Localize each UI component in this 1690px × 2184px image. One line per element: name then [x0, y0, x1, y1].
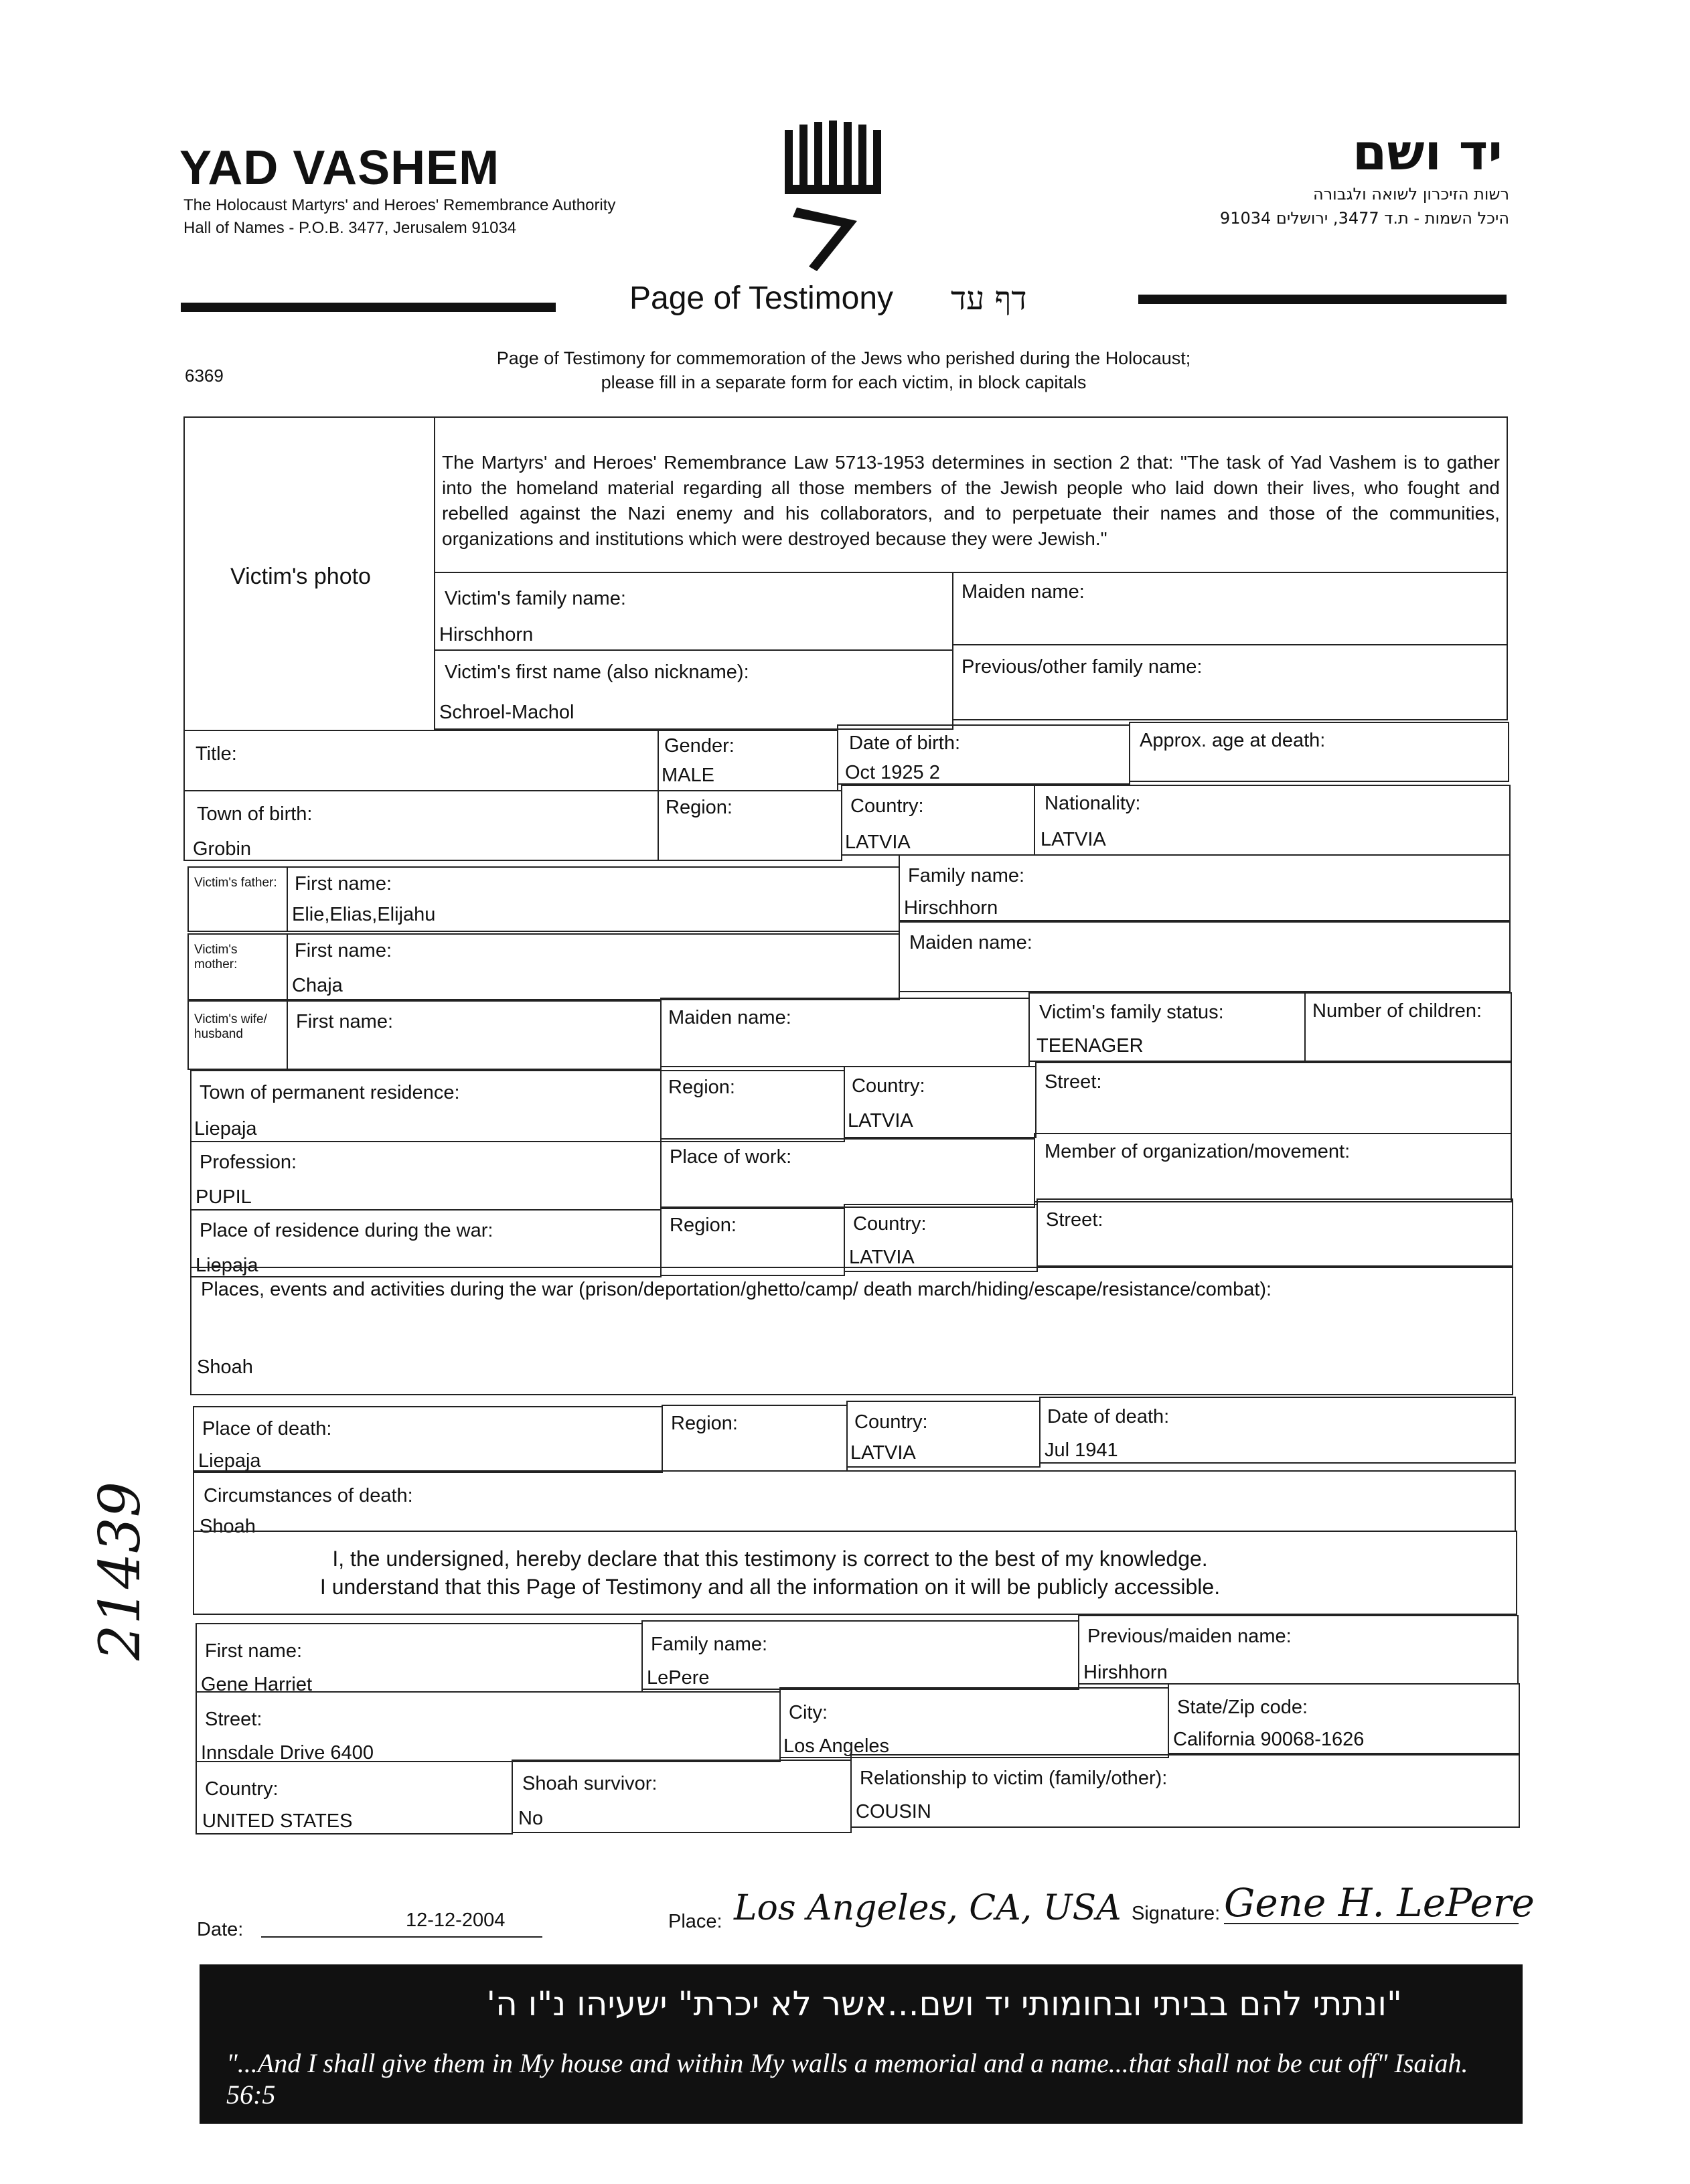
org-subtitle: The Holocaust Martyrs' and Heroes' Remembrance Authority: [183, 196, 616, 214]
submitter-first-name: Gene Harriet: [201, 1674, 313, 1695]
submitter-country-label: Country:: [205, 1778, 279, 1800]
intro-line-2: please fill in a separate form for each victim, in block capitals: [601, 372, 1087, 392]
war-events-value: Shoah: [197, 1356, 253, 1378]
mother-maiden-name-label: Maiden name:: [909, 932, 1032, 953]
death-country-label: Country:: [854, 1411, 928, 1433]
residence-town-cell: [190, 1070, 662, 1142]
family-status-label: Victim's family status:: [1039, 1002, 1224, 1023]
footer-hebrew-quote: "ונתתי להם בביתי ובחומותי יד ושם...אשר לא יכרת" ישעיהו נ"ו ה': [486, 1984, 1402, 2023]
circumstances-label: Circumstances of death:: [204, 1485, 413, 1506]
residence-country-label: Country:: [852, 1075, 925, 1097]
date-value: 12-12-2004: [406, 1909, 506, 1931]
left-rule: [181, 303, 556, 312]
menorah-logo-icon: [777, 121, 891, 275]
shoah-survivor-value: No: [518, 1808, 544, 1829]
date-of-birth-label: Date of birth:: [849, 732, 961, 754]
children-label: Number of children:: [1312, 1000, 1482, 1022]
residence-town-label: Town of permanent residence:: [200, 1082, 460, 1103]
maiden-name-label: Maiden name:: [962, 581, 1085, 603]
heb-org-title: יד ושם: [1352, 124, 1503, 181]
relationship-value: COUSIN: [856, 1801, 931, 1822]
footer-english-quote: "...And I shall give them in My house and within My walls a memorial and a name...that shall not be cut off" Isaiah. 56:5: [226, 2048, 1468, 2110]
relationship-label: Relationship to victim (family/other):: [860, 1768, 1168, 1789]
age-at-death-label: Approx. age at death:: [1140, 730, 1326, 751]
declaration-line-1: I, the undersigned, hereby declare that this testimony is correct to the best of my knowledge.: [332, 1547, 1208, 1571]
submitter-previous-name-label: Previous/maiden name:: [1087, 1626, 1292, 1647]
war-street-label: Street:: [1046, 1209, 1103, 1231]
family-status-value: TEENAGER: [1036, 1035, 1144, 1057]
birth-region-label: Region:: [666, 797, 733, 818]
profession-value: PUPIL: [196, 1186, 252, 1208]
heb-org-subtitle: רשות הזיכרון לשואה ולגבורה: [1312, 185, 1509, 204]
victim-family-name: Hirschhorn: [439, 624, 534, 645]
page-title: Page of Testimony: [629, 281, 894, 316]
place-of-death-value: Liepaja: [198, 1450, 261, 1472]
residence-region-label: Region:: [668, 1077, 735, 1098]
previous-family-name-label: Previous/other family name:: [962, 656, 1203, 678]
victim-family-name-label: Victim's family name:: [445, 588, 626, 609]
spouse-side-label: Victim's wife/ husband: [194, 1012, 267, 1041]
victim-photo-label: Victim's photo: [230, 564, 371, 589]
mother-first-name: Chaja: [292, 975, 343, 996]
submitter-street-label: Street:: [205, 1709, 262, 1730]
victim-first-name: Schroel-Machol: [439, 702, 574, 723]
place-of-death-label: Place of death:: [202, 1418, 332, 1439]
signature-label: Signature:: [1132, 1903, 1221, 1924]
town-of-birth-cell: [183, 790, 659, 861]
date-of-death-value: Jul 1941: [1045, 1439, 1118, 1461]
org-address: Hall of Names - P.O.B. 3477, Jerusalem 91034: [183, 219, 517, 237]
date-of-death-label: Date of death:: [1047, 1406, 1170, 1427]
margin-archive-number: 21439: [87, 1481, 153, 1660]
war-residence-value: Liepaja: [196, 1255, 258, 1276]
date-label: Date:: [197, 1919, 244, 1940]
declaration-line-2: I understand that this Page of Testimony and all the information on it will be publicly accessible.: [319, 1575, 1221, 1599]
gender-value: MALE: [662, 765, 714, 786]
death-country-value: LATVIA: [850, 1442, 916, 1464]
death-region-label: Region:: [671, 1413, 738, 1434]
submitter-first-name-label: First name:: [205, 1640, 303, 1662]
signature-handwritten: Gene H. LePere: [1224, 1880, 1535, 1926]
father-first-name: Elie,Elias,Elijahu: [292, 904, 436, 925]
war-residence-label: Place of residence during the war:: [200, 1220, 493, 1241]
date-of-birth-value: Oct 1925 2: [845, 762, 940, 783]
submitter-street: Innsdale Drive 6400: [201, 1742, 374, 1764]
footer-quote-banner: [200, 1964, 1523, 2124]
date-line: [261, 1936, 542, 1938]
submitter-city: Los Angeles: [783, 1735, 890, 1757]
birth-country-value: LATVIA: [845, 832, 911, 853]
residence-street-label: Street:: [1045, 1071, 1102, 1093]
place-of-work-label: Place of work:: [670, 1146, 792, 1168]
victim-first-name-label: Victim's first name (also nickname):: [445, 661, 749, 683]
place-label: Place:: [668, 1911, 722, 1932]
nationality-value: LATVIA: [1041, 829, 1106, 850]
gender-label: Gender:: [664, 735, 735, 757]
submitter-family-name: LePere: [647, 1667, 710, 1689]
page-title-hebrew: דף עד: [951, 280, 1027, 317]
document-number: 6369: [185, 366, 224, 386]
war-street-cell: [1036, 1198, 1513, 1267]
submitter-state-label: State/Zip code:: [1177, 1697, 1308, 1718]
mother-first-name-label: First name:: [295, 940, 392, 961]
organization-label: Member of organization/movement:: [1045, 1141, 1351, 1162]
father-side-label: Victim's father:: [194, 876, 277, 890]
spouse-maiden-name-label: Maiden name:: [668, 1007, 791, 1028]
spouse-first-name-label: First name:: [296, 1011, 394, 1032]
shoah-survivor-cell: [512, 1760, 852, 1833]
war-region-label: Region:: [670, 1215, 737, 1236]
birth-country-label: Country:: [850, 795, 924, 817]
residence-street-cell: [1035, 1062, 1512, 1134]
war-events-label: Places, events and activities during the war (prison/deportation/ghetto/camp/ death march/hiding/escape/resistance/combat):: [201, 1279, 1272, 1300]
submitter-city-label: City:: [789, 1702, 828, 1723]
submitter-country: UNITED STATES: [202, 1810, 353, 1832]
submitter-previous-name: Hirshhorn: [1083, 1662, 1168, 1683]
town-of-birth-value: Grobin: [193, 838, 252, 860]
place-handwritten: Los Angeles, CA, USA: [734, 1888, 1122, 1928]
town-of-birth-label: Town of birth:: [197, 803, 313, 825]
residence-country-value: LATVIA: [848, 1110, 913, 1132]
mother-side-label: Victim's mother:: [194, 943, 238, 971]
title-label: Title:: [196, 743, 237, 765]
intro-line-1: Page of Testimony for commemoration of the Jews who perished during the Holocaust;: [496, 348, 1191, 368]
title-cell: [183, 730, 659, 791]
circumstances-value: Shoah: [200, 1516, 256, 1537]
shoah-survivor-label: Shoah survivor:: [522, 1773, 658, 1794]
father-first-name-label: First name:: [295, 873, 392, 894]
war-country-label: Country:: [853, 1213, 927, 1235]
submitter-family-name-label: Family name:: [651, 1634, 768, 1655]
law-text: The Martyrs' and Heroes' Remembrance Law 5713-1953 determines in section 2 that: "The task of Yad Vashem is to gather into the homeland material regarding all those members of the Jewish people who laid down their lives, who fought and rebelled against the Nazi enemy and his collaborators, and to perpetuate their names and those of the communities, organizations and institutions which were destroyed because they were Jewish.": [442, 452, 1500, 549]
nationality-label: Nationality:: [1045, 793, 1141, 814]
father-family-name-label: Family name:: [908, 865, 1025, 886]
father-family-name: Hirschhorn: [904, 897, 998, 919]
war-country-value: LATVIA: [849, 1247, 915, 1268]
signature-line: [1224, 1923, 1519, 1924]
submitter-state: California 90068-1626: [1173, 1729, 1365, 1750]
profession-label: Profession:: [200, 1152, 297, 1173]
residence-town-value: Liepaja: [194, 1118, 257, 1140]
relationship-cell: [850, 1754, 1520, 1828]
right-rule: [1138, 295, 1507, 304]
heb-org-address: היכל השמות - ת.ד 3477, ירושלים 91034: [1219, 209, 1509, 228]
org-title: YAD VASHEM: [179, 141, 500, 195]
